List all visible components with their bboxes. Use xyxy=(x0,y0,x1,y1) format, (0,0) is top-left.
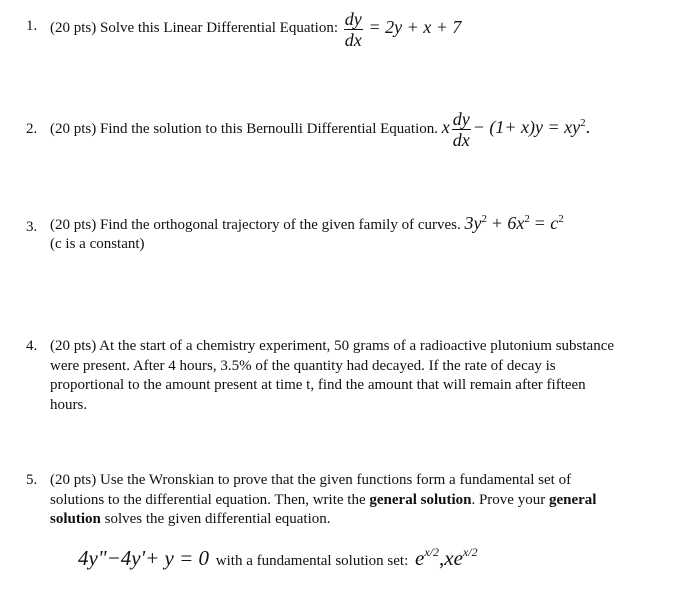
bold-term: general xyxy=(548,491,597,508)
equation-term-b: + 6x xyxy=(490,213,525,233)
problem-text-line: solutions to the differential equation. Then, write the general solution. Prove your general xyxy=(50,491,597,508)
exponent: 2 xyxy=(524,213,530,225)
bold-term: solution xyxy=(50,511,101,527)
equation-rest: − (1+ x)y = xy xyxy=(472,116,581,137)
solution-1-exponent: x/2 xyxy=(424,545,440,559)
equation-period: . xyxy=(585,116,591,137)
solution-2-exponent: x/2 xyxy=(462,545,478,559)
derivative-fraction: $\frac{dy}{dx}$ xyxy=(452,109,470,150)
problem-number: 2. xyxy=(26,121,38,137)
separator: , xyxy=(439,546,445,570)
problem-text-line: hours. xyxy=(50,396,88,413)
solution-1: e xyxy=(415,546,425,570)
problem-text-line: solution solves the given differential equation. xyxy=(50,511,331,527)
problem-text-line: (20 pts) At the start of a chemistry experiment, 50 grams of a radioactive plutonium substance xyxy=(50,338,615,354)
exponent: 2 xyxy=(580,116,586,129)
problem-number: 3. xyxy=(26,219,38,235)
problem-text: (20 pts) Find the orthogonal trajectory of the given family of curves. xyxy=(50,217,461,233)
problem-text: (20 pts) Find the solution to this Bernoulli Differential Equation. xyxy=(50,120,439,137)
equation-var: x xyxy=(441,116,450,137)
exponent: 2 xyxy=(481,213,487,225)
problem-text-line: proportional to the amount present at time t, find the amount that will remain after fifteen xyxy=(50,377,586,393)
derivative-fraction: $\frac{dy}{dx}$ xyxy=(344,9,362,50)
solution-2: xe xyxy=(444,546,463,570)
equation-term-a: 3y xyxy=(464,213,482,233)
equation-text: with a fundamental solution set: xyxy=(215,553,409,569)
equation-term-c: = c xyxy=(533,213,559,233)
problem-number: 4. xyxy=(26,338,38,354)
differential-equation xyxy=(78,545,478,572)
problem-text: (20 pts) Solve this Linear Differential Equation: xyxy=(50,19,338,36)
problem-number: 5. xyxy=(26,472,38,488)
problem-number: 1. xyxy=(26,18,38,34)
exponent: 2 xyxy=(558,213,564,225)
equation: 4y"−4y'+ y = 0 xyxy=(78,546,210,570)
problem-text-line: were present. After 4 hours, 3.5% of the quantity had decayed. If the rate of decay is xyxy=(50,357,556,374)
problem-text-line: (20 pts) Use the Wronskian to prove that the given functions form a fundamental set of xyxy=(50,472,572,488)
equation-rhs: = 2y + x + 7 xyxy=(368,16,462,37)
bold-term: general solution xyxy=(369,491,472,508)
problem-note: (c is a constant) xyxy=(50,235,145,252)
